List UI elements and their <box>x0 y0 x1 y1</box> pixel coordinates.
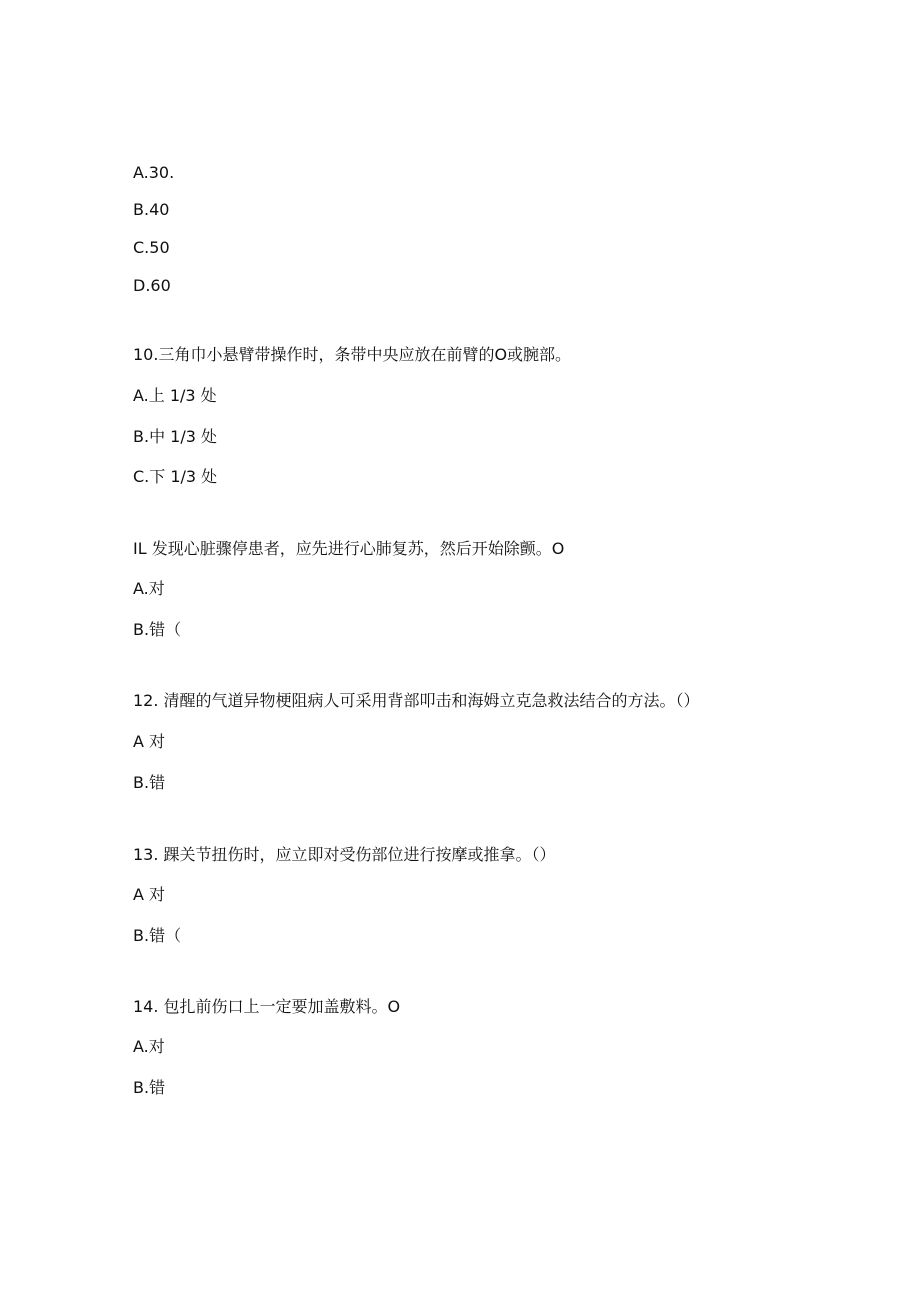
question-11-stem: IL 发现心脏骤停患者，应先进行心肺复苏，然后开始除颤。O <box>133 539 565 558</box>
question-14-option-b: B.错 <box>133 1078 166 1097</box>
question-14-stem: 14. 包扎前伤口上一定要加盖敷料。O <box>133 997 401 1016</box>
option-prev-a: A.30. <box>133 163 175 182</box>
question-12-option-a: A 对 <box>133 732 166 751</box>
question-11-option-b: B.错（ <box>133 620 182 639</box>
question-12-stem: 12. 清醒的气道异物梗阻病人可采用背部叩击和海姆立克急救法结合的方法。（） <box>133 691 700 710</box>
question-13-option-a: A 对 <box>133 885 166 904</box>
question-12-option-b: B.错 <box>133 773 166 792</box>
option-prev-d: D.60 <box>133 276 171 295</box>
question-10-option-a: A.上 1/3 处 <box>133 386 217 405</box>
question-13-option-b: B.错（ <box>133 926 182 945</box>
question-10-stem: 10.三角巾小悬臂带操作时，条带中央应放在前臂的O或腕部。 <box>133 345 572 364</box>
question-13-stem: 13. 踝关节扭伤时，应立即对受伤部位进行按摩或推拿。（） <box>133 845 556 864</box>
question-11-option-a: A.对 <box>133 579 165 598</box>
option-prev-c: C.50 <box>133 238 170 257</box>
question-14-option-a: A.对 <box>133 1037 165 1056</box>
question-10-option-c: C.下 1/3 处 <box>133 467 218 486</box>
question-10-option-b: B.中 1/3 处 <box>133 427 217 446</box>
option-prev-b: B.40 <box>133 200 170 219</box>
